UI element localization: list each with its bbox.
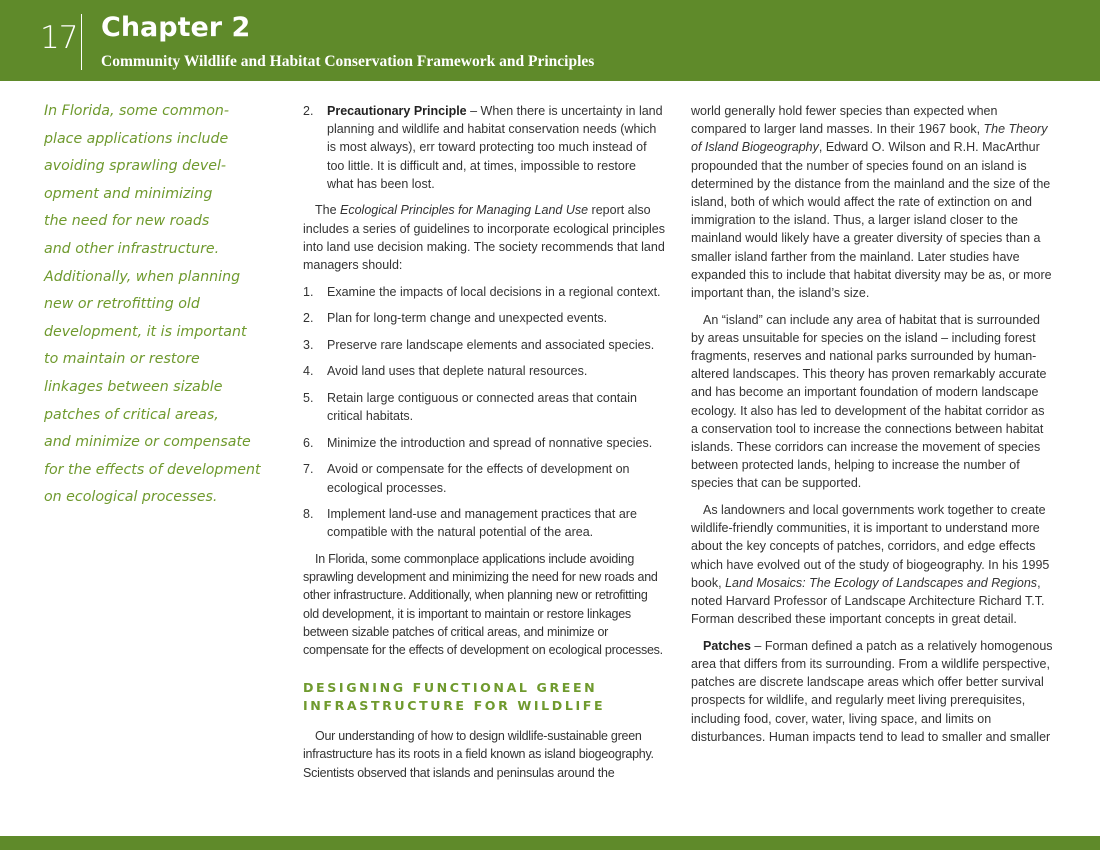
guideline-text: Avoid or compensate for the effects of development on ecological processes. [327,462,630,495]
guideline-text: Minimize the introduction and spread of nonnative species. [327,435,653,450]
book-title: The Theory of Island Biogeography [691,122,1048,155]
patches-paragraph [691,637,1053,746]
pull-quote-line: to maintain or restore [44,351,200,368]
patches-text: – Forman defined a patch as a relatively homogenous area that differs from its surrounding. From a wildlife perspective, patches are discrete landscape areas which offer better survival prospects for wildlife, and regularly meet living prerequisites, including food, cover, water, living space, and limits on disturbances. Human impacts tend to lead to smaller and smaller [691,638,1053,744]
pull-quote-line: and other infrastructure. [44,240,220,257]
report-paragraph [303,201,665,274]
book-title: Land Mosaics: The Ecology of Landscapes and Regions [725,575,1038,590]
pull-quote [44,98,261,512]
list-number: 7. [303,462,314,477]
pull-quote-line: linkages between sizable [44,378,223,395]
list-number: 2. [303,104,314,118]
pull-quote-line: place applications include [44,130,229,147]
right-column [691,102,1053,754]
principle-term: Precautionary Principle [327,104,467,118]
guideline-text: Retain large contiguous or connected areas that contain critical habitats. [327,390,637,424]
report-post: report also includes a series of guidelines to incorporate ecological principles into land use decision making. The society recommends that land managers should: [303,203,666,273]
chapter-header-bar [0,0,1100,81]
guideline-text: Plan for long-term change and unexpected events. [327,311,608,326]
guideline-item [303,505,665,541]
chapter-subtitle: Community Wildlife and Habitat Conservation Framework and Principles [101,53,595,70]
pull-quote-line: opment and minimizing [44,185,213,202]
florida-paragraph: In Florida, some commonplace applications include avoiding sprawling development and minimizing the need for new roads and other infrastructure. Additionally, when planning new or retrofitting old development, it is important to maintain or restore linkages between sizable patches of critical areas, and minimize or compensate for the effects of development on ecological processes. [303,551,663,657]
pull-quote-line: new or retrofitting old [44,296,200,313]
para-post: , noted Harvard Professor of Landscape Architecture Richard T.T. Forman described these important concepts in great detail. [691,575,1045,627]
list-number: 3. [303,337,314,352]
pull-quote-line: avoiding sprawling devel- [44,158,227,175]
list-number: 2. [303,311,314,326]
footer-bar [0,836,1100,850]
guideline-text: Preserve rare landscape elements and associated species. [327,337,655,352]
list-number: 1. [303,284,314,299]
page-number: 17 [40,20,78,56]
guideline-item [303,362,665,380]
pull-quote-line: Additionally, when planning [44,268,241,285]
pull-quote-line: and minimize or compensate [44,434,251,451]
landowners-paragraph [691,501,1053,628]
guideline-item [303,434,665,452]
understanding-paragraph: Our understanding of how to design wildlife-sustainable green infrastructure has its roots in a field known as island biogeography. Scientists observed that islands and peninsulas around the [303,729,654,780]
para-post: , Edward O. Wilson and R.H. MacArthur propounded that the number of species found on an island is determined by the distance from the mainland and the size of the island, both of which would affect the rate of extinction on and immigration to the island. Thus, a larger island closer to the mainland would likely have a greater diversity of species than a smaller island farther from the mainland. Later studies have expanded this to include that habitat diversity may be as, or more important than, the island’s size. [691,140,1052,301]
guideline-item [303,283,665,301]
guideline-text: Examine the impacts of local decisions in a regional context. [327,284,661,299]
pull-quote-line: development, it is important [44,323,247,340]
patches-term: Patches [703,638,751,653]
section-heading: DESIGNING FUNCTIONAL GREEN INFRASTRUCTURE FOR WILDLIFE [303,680,606,714]
pull-quote-line: patches of critical areas, [44,406,219,423]
guideline-text: Avoid land uses that deplete natural resources. [327,364,588,379]
header-divider [81,14,82,70]
chapter-title: Chapter 2 [101,12,251,43]
guideline-text: Implement land-use and management practices that are compatible with the natural potential of the area. [327,507,637,540]
biogeography-paragraph [691,102,1053,302]
list-number: 5. [303,390,314,405]
report-title: Ecological Principles for Managing Land Use [340,203,589,218]
guideline-item [303,389,665,425]
guideline-item [303,336,665,354]
para-pre: world generally hold fewer species than expected when compared to larger land masses. In their 1967 book, [691,104,998,137]
list-number: 8. [303,507,314,522]
principle-text: – When there is uncertainty in land planning and wildlife and habitat conservation needs (which is most always), err toward protecting too much instead of too little. It is difficult and, at times, impossible to restore what has been lost. [327,104,663,191]
list-number: 4. [303,364,314,379]
list-number: 6. [303,435,314,450]
precautionary-principle-item [303,102,665,193]
para-pre: As landowners and local governments work together to create wildlife-friendly communities, it is important to understand more about the key concepts of patches, corridors, and edge effects which have evolved out of the study of biogeography. In his 1995 book, [691,503,1050,590]
middle-column [303,102,665,790]
report-pre: The [315,203,341,218]
guideline-item [303,460,665,496]
pull-quote-line: In Florida, some common- [44,103,230,119]
pull-quote-line: the need for new roads [44,213,210,230]
pull-quote-line: for the effects of development [44,461,261,478]
pull-quote-line: on ecological processes. [44,489,218,506]
guideline-item [303,309,665,327]
island-paragraph: An “island” can include any area of habitat that is surrounded by areas unsuitable for species on the island – including forest fragments, reserves and national parks surrounded by human-altered landscapes. This theory has proven remarkably accurate and has become an important foundation of modern landscape ecology. It also has led to development of the habitat corridor as a conservation tool to increase the connections between habitat islands. These corridors can increase the movement of species between protected lands, helping to increase the number of species that can be supported. [691,312,1047,491]
